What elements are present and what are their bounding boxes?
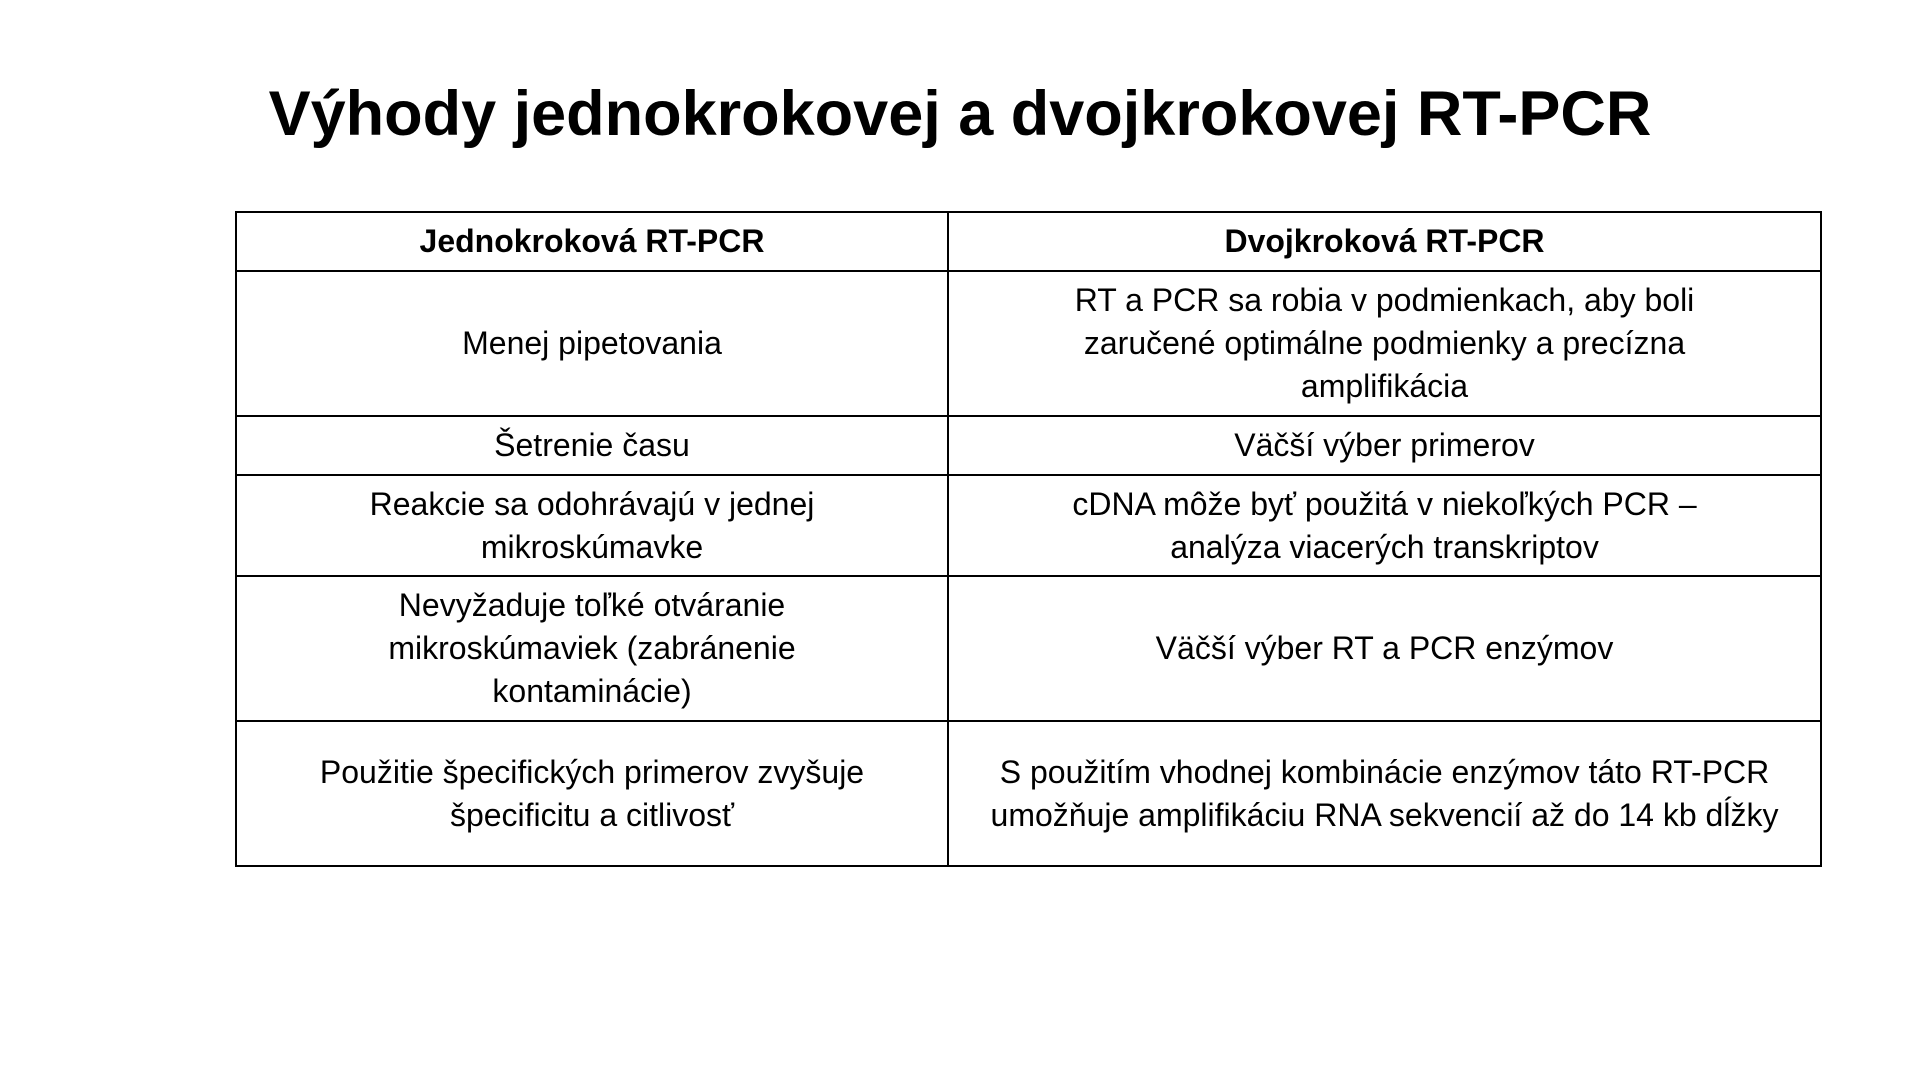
cell-one-step	[236, 576, 948, 721]
cell-one-step	[236, 416, 948, 475]
header-one-step: Jednokroková RT-PCR	[236, 212, 948, 271]
cell-text: RT a PCR sa robia v podmienkach, aby boli zaručené optimálne podmienky a precízna amplifikácia	[1074, 282, 1695, 404]
comparison-table-container	[235, 211, 1820, 867]
comparison-table	[235, 211, 1822, 867]
table-row	[236, 576, 1821, 721]
cell-text: Šetrenie času	[494, 427, 690, 463]
table-row	[236, 416, 1821, 475]
cell-text: S použitím vhodnej kombinácie enzýmov táto RT-PCR umožňuje amplifikáciu RNA sekvencií až do 14 kb dĺžky	[990, 753, 1779, 833]
cell-two-step	[948, 416, 1821, 475]
cell-text: Väčší výber primerov	[1234, 427, 1535, 463]
cell-two-step	[948, 721, 1821, 866]
slide-title: Výhody jednokrokovej a dvojkrokovej RT-PCR	[268, 79, 1652, 150]
cell-one-step	[236, 475, 948, 576]
cell-one-step	[236, 271, 948, 416]
cell-text: Reakcie sa odohrávajú v jednej mikroskúmavke	[369, 485, 815, 565]
cell-two-step	[948, 271, 1821, 416]
cell-text: Väčší výber RT a PCR enzýmov	[1155, 630, 1614, 666]
cell-text: Použitie špecifických primerov zvyšuje špecificitu a citlivosť	[319, 753, 865, 833]
cell-two-step	[948, 576, 1821, 721]
table-row	[236, 721, 1821, 866]
cell-text: Nevyžaduje toľké otváranie mikroskúmaviek (zabránenie kontaminácie)	[388, 587, 796, 709]
header-two-step: Dvojkroková RT-PCR	[948, 212, 1821, 271]
cell-two-step	[948, 475, 1821, 576]
cell-text: cDNA môže byť použitá v niekoľkých PCR – analýza viacerých transkriptov	[1072, 485, 1697, 565]
cell-text: Menej pipetovania	[462, 325, 722, 361]
cell-one-step	[236, 721, 948, 866]
table-header-row	[236, 212, 1821, 271]
table-row	[236, 475, 1821, 576]
table-row	[236, 271, 1821, 416]
